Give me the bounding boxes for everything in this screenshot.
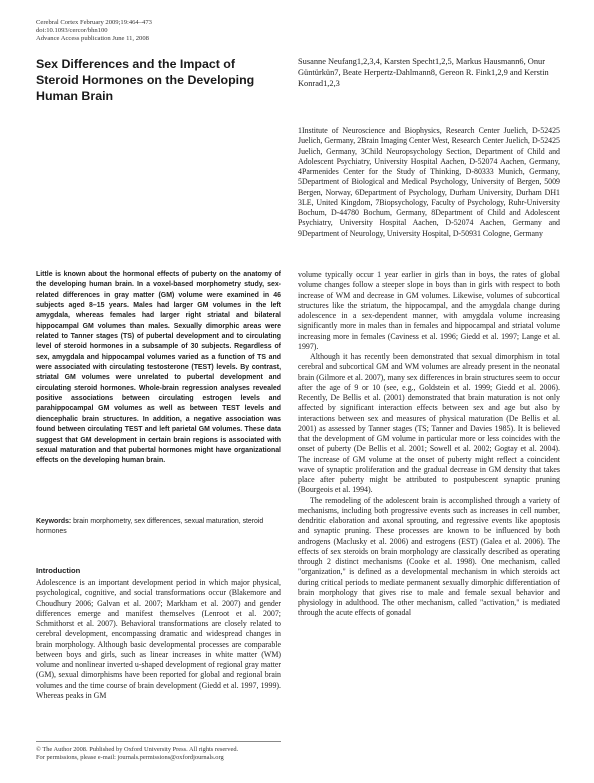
keywords-label: Keywords: — [36, 518, 72, 525]
copyright-footer — [36, 746, 238, 763]
footer-divider — [36, 741, 281, 742]
introduction-text: Adolescence is an important development period in which major physical, psychological, cognitive, and social transformations occur (Blakemore and Choudhury 2006; Galvan et al. 2007; Markham et al. 2007) and gender differences emerge and manifest themselves (Lenroot et al. 2007; Schmithorst et al. 2007). Behavioral transformations are closely related to cerebral development, encompassing dramatic and widespread changes in brain morphology. Although basic developmental processes are comparable between boys and girls, such as linear increases in white matter (WM) volume and nonlinear inverted u-shaped development of regional gray matter (GM), sexual dimorphisms have been reported for global and regional brain volumes and the time course of brain development (Giedd et al. 1997, 1999). Whereas peaks in GM — [36, 578, 281, 700]
introduction-heading: Introduction — [36, 566, 81, 575]
permissions-line: For permissions, please e-mail: journals.permissions@oxfordjournals.org — [36, 754, 224, 762]
journal-doi: doi:10.1093/cercor/bhn100 — [36, 27, 108, 35]
journal-header — [36, 19, 152, 44]
journal-citation: Cerebral Cortex February 2009;19:464–473 — [36, 19, 152, 26]
body-paragraph: volume typically occur 1 year earlier in girls than in boys, the rates of global volume changes follow a steeper slope in boys than in girls with respect to both increase of WM and decrease in GM volumes. Likewise, volumes of subcortical structures like the striatum, the hippocampal, and the amygdala change during adolescence in a sex-dependent manner, with amygdala volume increasing significantly more in males than in females and hippocampal and striatal volume increasing more in females (Caviness et al. 1996; Giedd et al. 1997; Lange et al. 1997). — [298, 270, 560, 351]
copyright-line: © The Author 2008. Published by Oxford University Press. All rights reserved. — [36, 746, 239, 753]
body-paragraph: Although it has recently been demonstrated that sexual dimorphism in total cerebral and subcortical GM and WM volumes are already present in the neonatal brain (Gilmore et al. 2007), many sex differences in brain structures seem to occur after the age of 9 or 10 (see, e.g., Goldstein et al. 1999; Giedd et al. 2006). Recently, De Bellis et al. (2001) demonstrated that brain maturation is not only affected by significant interaction effects between sex and age but also by interactions between sex and measures of physical maturation (De Bellis et al. 2001) as assessed by Tanner stages (TS; Tanner and Davies 1985). It is believed that the development of GM volume in particular more or less coincides with the onset of puberty (De Bellis et al. 2001; Sowell et al. 2002; Gogtay et al. 2004). The increase of GM volume at the onset of puberty might reflect a coincident wave of synaptic proliferation and the gradual decrease in GM density that takes place after puberty might be attributed to postpubescent synaptic pruning (Bourgeois et al. 1994). — [298, 352, 560, 495]
affiliations: 1Institute of Neuroscience and Biophysics, Research Center Juelich, D-52425 Juelich, Germany, 2Brain Imaging Center West, Research Center Juelich, D-52425 Juelich, Germany, 3Child Neuropsychology Section, Department of Child and Adolescent Psychiatry, University Hospital Aachen, D-52074 Aachen, Germany, 4Parmenides Center for the Study of Thinking, D-80333 Munich, Germany, 5Department of Biological and Medical Psychology, University of Bergen, 5009 Bergen, Norway, 6Department of Psychology, Durham University, Durham DH1 3LE, United Kingdom, 7Biopsychology, Faculty of Psychology, Ruhr-University Bochum, D-44780 Bochum, Germany, 8Department of Child and Adolescent Psychiatry, University Hospital Aachen, D-52074 Aachen, Germany and 9Department of Neurology, University Hospital, D-50931 Cologne, Germany — [298, 126, 560, 238]
keywords-text: brain morphometry, sex differences, sexual maturation, steroid hormones — [36, 518, 264, 536]
right-column-body — [298, 270, 560, 619]
abstract: Little is known about the hormonal effects of puberty on the anatomy of the developing human brain. In a voxel-based morphometry study, sex-related differences in gray matter (GM) volume were examined in 46 subjects aged 8–15 years. Males had larger GM volumes in the left amygdala, whereas females had larger right striatal and bilateral hippocampal GM volumes than males. Sexually dimorphic areas were related to Tanner stages (TS) of pubertal development and to circulating level of steroid hormones in a subsample of 30 subjects. Regardless of sex, amygdala and hippocampal volumes varied as a function of TS and were associated with circulating testosterone (TEST) levels. By contrast, striatal GM volumes were unrelated to pubertal development and circulating steroid hormones. Whole-brain regression analyses revealed positive associations between circulating estrogen levels and parahippocampal GM volumes as well as between TEST levels and diencephalic brain structures. In addition, a negative association was found between circulating TEST and left parietal GM volumes. These data suggest that GM development in certain brain regions is associated with sexual maturation and that pubertal hormones might have organizational effects on the developing human brain. — [36, 271, 281, 465]
paper-title: Sex Differences and the Impact of Steroid Hormones on the Developing Human Brain — [36, 57, 255, 103]
keywords — [36, 517, 281, 537]
author-list: Susanne Neufang1,2,3,4, Karsten Specht1,2,5, Markus Hausmann6, Onur Güntürkün7, Beate Herpertz-Dahlmann8, Gereon R. Fink1,2,9 and Kerstin Konrad1,2,3 — [298, 57, 549, 88]
body-paragraph: The remodeling of the adolescent brain is accomplished through a variety of mechanisms, including both progressive events such as increases in cell number, dendritic elaboration and axonal sprouting, and regressive events like apoptosis and synaptic pruning. These processes are known to be influenced by both androgens (Maclusky et al. 2006) and estrogens (EST) (Galea et al. 2006). The effects of sex steroids on brain morphology are classically described as operating through 2 distinct mechanisms (Cooke et al. 1998). One mechanism, called "organization," is defined as a developmental mechanism in which steroids act during critical periods to mediate permanent sexually dimorphic differentiation of brain morphology that gives rise to male and female sexual behavior and physiology in adulthood. The other mechanism, called "activation," is mediated through the acute effects of gonadal — [298, 495, 560, 618]
journal-publication-date: Advance Access publication June 11, 2008 — [36, 35, 149, 43]
